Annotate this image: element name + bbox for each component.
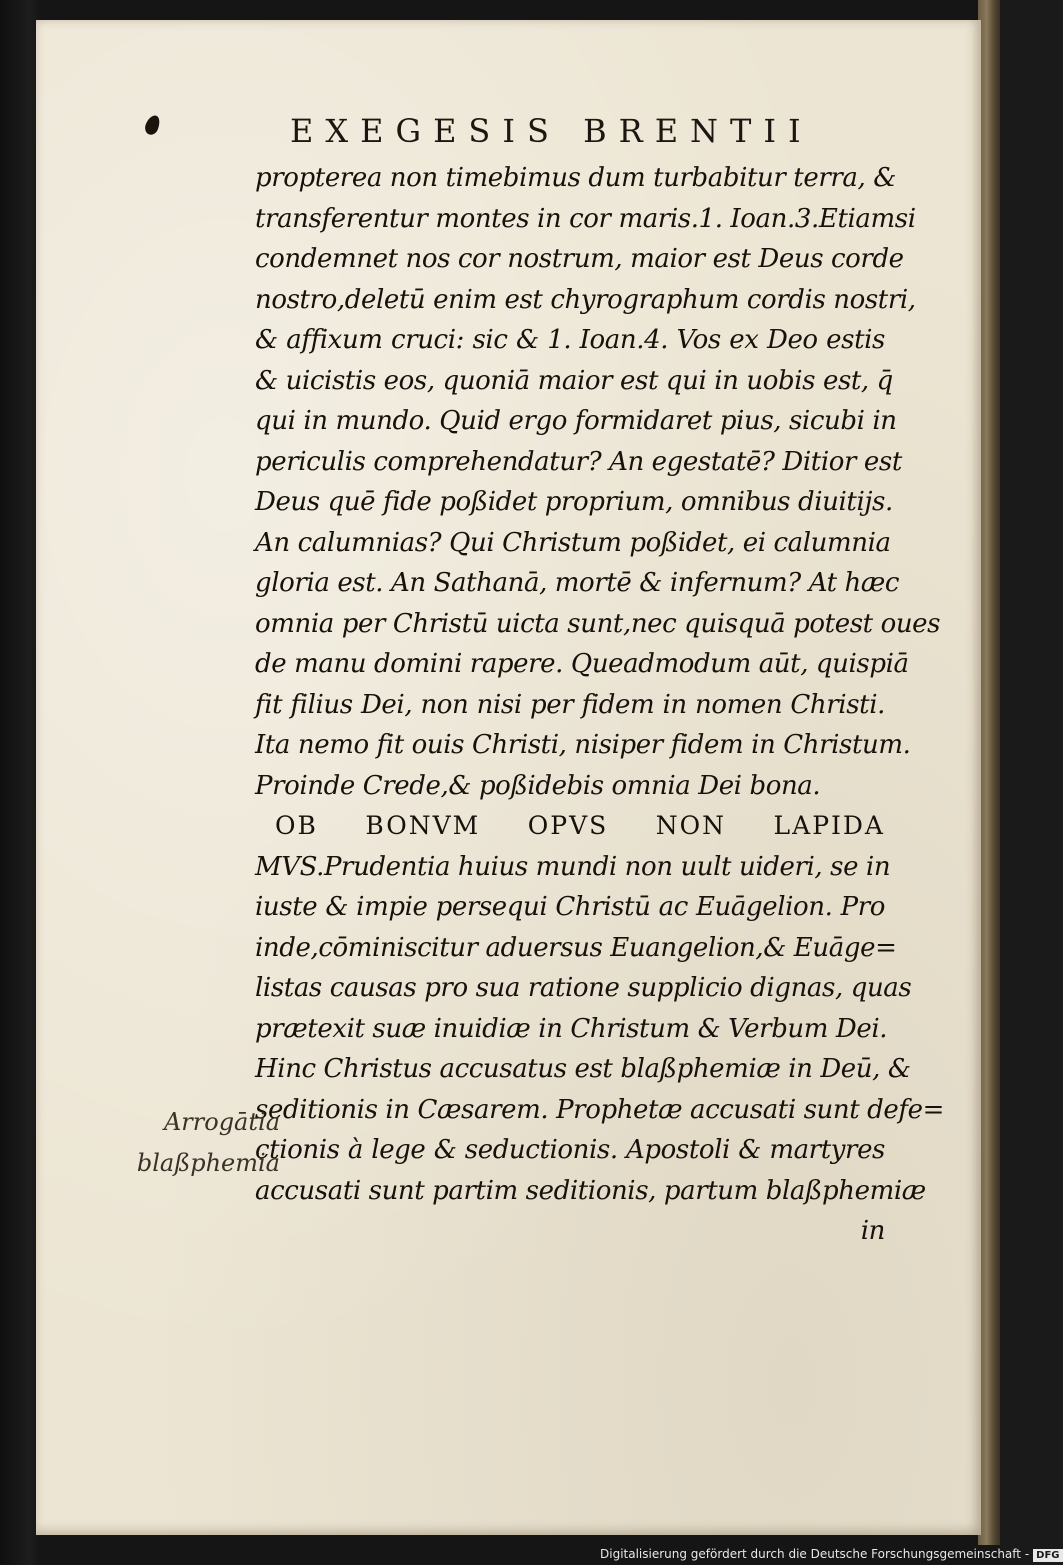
margin-note-line: Arrogātia bbox=[163, 1108, 280, 1136]
text-line: MVS.Prudentia huius mundi non uult uideri, se in bbox=[255, 851, 891, 882]
catchword: in bbox=[860, 1216, 885, 1246]
dfg-logo-icon: DFG bbox=[1033, 1549, 1062, 1562]
running-head: EXEGESIS BRENTII bbox=[290, 112, 813, 150]
text-line: propterea non timebimus dum turbabitur terra, & bbox=[255, 163, 896, 193]
text-line: iuste & impie persequi Christū ac Euāgelion. Pro bbox=[255, 892, 885, 922]
text-line: transferentur montes in cor maris.1. Ioan.3.Etiamsi bbox=[255, 203, 916, 234]
text-line: & uicistis eos, quoniā maior est qui in uobis est, q̄ bbox=[255, 365, 893, 396]
text-line: nostro,deletū enim est chyrographum cordis nostri, bbox=[255, 284, 916, 315]
ink-blot-icon bbox=[143, 113, 162, 136]
text-line: accusati sunt partim seditionis, partum blaßphemiæ bbox=[255, 1175, 926, 1206]
text-line: de manu domini rapere. Queadmodum aūt, quispiā bbox=[255, 649, 909, 679]
text-line: seditionis in Cæsarem. Prophetæ accusati sunt defe= bbox=[255, 1094, 944, 1125]
text-line: prætexit suæ inuidiæ in Christum & Verbum Dei. bbox=[255, 1013, 888, 1044]
text-line: Deus quē fide poßidet proprium, omnibus diuitijs. bbox=[255, 487, 893, 517]
text-line: Hinc Christus accusatus est blaßphemiæ in Deū, & bbox=[255, 1054, 911, 1084]
digitization-credit bbox=[600, 1547, 1063, 1562]
text-line: An calumnias? Qui Christum poßidet, ei calumnia bbox=[255, 527, 891, 558]
text-line: omnia per Christū uicta sunt,nec quisquā potest oues bbox=[255, 608, 941, 639]
text-line: & affixum cruci: sic & 1. Ioan.4. Vos ex Deo estis bbox=[255, 325, 885, 355]
text-line: fit filius Dei, non nisi per fidem in nomen Christi. bbox=[255, 689, 885, 720]
text-line: periculis comprehendatur? An egestatē? Ditior est bbox=[255, 446, 902, 477]
text-line: ctionis à lege & seductionis. Apostoli & martyres bbox=[255, 1135, 885, 1165]
credit-text: Digitalisierung gefördert durch die Deutsche Forschungsgemeinschaft - bbox=[600, 1547, 1030, 1561]
text-line: Proinde Crede,& poßidebis omnia Dei bona. bbox=[255, 770, 821, 801]
body-text bbox=[255, 158, 944, 1252]
text-line: qui in mundo. Quid ergo formidaret pius, sicubi in bbox=[255, 406, 897, 436]
section-heading: OB BONVM OPVS NON LAPIDA bbox=[275, 811, 885, 840]
text-line: gloria est. An Sathanā, mortē & infernum? At hæc bbox=[255, 568, 900, 598]
text-line: listas causas pro sua ratione supplicio dignas, quas bbox=[255, 973, 912, 1003]
text-line: Ita nemo fit ouis Christi, nisiper fidem in Christum. bbox=[255, 730, 911, 760]
book-edge bbox=[978, 0, 1000, 1545]
margin-note-line: blaßphemia bbox=[136, 1148, 280, 1177]
text-line: inde,cōminiscitur aduersus Euangelion,& Euāge= bbox=[255, 932, 897, 963]
margin-note bbox=[100, 1102, 280, 1183]
text-line: condemnet nos cor nostrum, maior est Deus corde bbox=[255, 244, 904, 274]
